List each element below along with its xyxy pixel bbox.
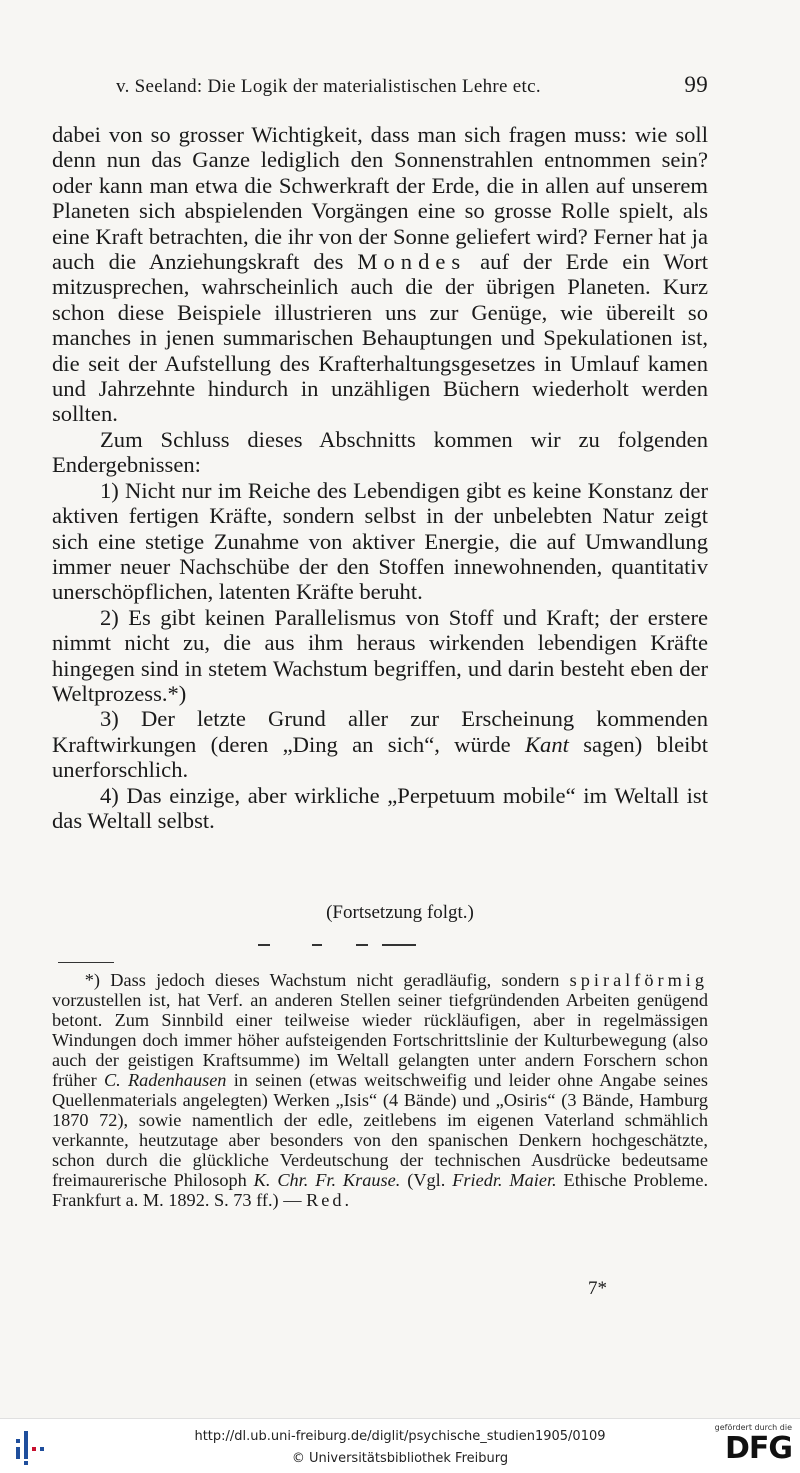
- paragraph-5: [52, 706, 708, 782]
- footnote-marker: *): [84, 970, 100, 990]
- running-title: v. Seeland: Die Logik der materialistischen Lehre etc.: [116, 76, 541, 97]
- viewer-footer: [0, 1418, 800, 1473]
- continuation-note: (Fortsetzung folgt.): [326, 902, 474, 923]
- signature-mark: 7*: [588, 1278, 607, 1299]
- p1-tail: auf der Erde ein Wort mitzusprechen, wahrscheinlich auch die der übrigen Planeten. Kurz schon diese Beispiele illustrieren uns zur Genüge, wie übereilt so manches in jenen summarischen Behauptungen und Spekulationen ist, die seit der Aufstellung des Krafterhaltungsgesetzes in Umlauf kamen und Jahrzehnte hindurch in unzähligen Büchern wiederholt werden sollten.: [52, 249, 709, 427]
- paragraph-6: 4) Das einzige, aber wirkliche „Perpetuum mobile“ im Weltall ist das Weltall selbst.: [52, 782, 708, 833]
- footnote-text-1: Dass jedoch dieses Wachstum nicht geradläufig, sondern: [110, 970, 560, 990]
- footnote-text-4: (Vgl.: [407, 1170, 446, 1190]
- paragraph-1: [52, 122, 708, 427]
- p5-text-a: 3) Der letzte Grund aller zur Erscheinung kommenden Kraftwirkungen (deren „Ding an sich“, würde: [52, 706, 708, 757]
- body-text: [52, 122, 708, 833]
- dfg-logo: [708, 1423, 792, 1471]
- section-divider: [356, 944, 368, 946]
- section-divider: [258, 944, 270, 946]
- page-number: 99: [684, 72, 708, 97]
- footnote-text-5: Ethische Probleme. Frankfurt a. M. 1892. S. 73 ff.) —: [52, 1170, 709, 1210]
- footnote-name-radenhausen: C. Radenhausen: [103, 1070, 227, 1090]
- running-head: [116, 72, 708, 98]
- footnote-text-3: in seinen (etwas weitschweifig und leider ohne Angabe seines Quellenmaterials angelegten) Werken „Isis“ (4 Bände) und „Osiris“ (3 Bände, Hamburg 1870 72), sowie namentlich der edle, zeitlebens im eigenen Vaterland schmählich verkannte, heutzutage aber besonders von den spanischen Denkern hochgeschätzte, schon durch die glückliche Verdeutschung der technischen Ausdrücke bedeutsame freimaurerische Philosoph: [52, 1070, 709, 1190]
- p1-spaced-word: Mondes: [357, 249, 467, 275]
- section-divider: [382, 944, 416, 946]
- footnote-name-maier: Friedr. Maier.: [452, 1170, 557, 1190]
- ub-freiburg-logo-icon: [8, 1427, 52, 1467]
- p5-kant: Kant: [524, 731, 569, 757]
- dfg-logo-mark: DFG: [724, 1431, 792, 1466]
- paragraph-4: 2) Es gibt keinen Parallelismus von Stoff und Kraft; der erstere nimmt nicht zu, die aus ihm heraus wirkenden lebendigen Kräfte hingegen sind in stetem Wachstum begriffen, und darin besteht eben der Weltprozess.*): [52, 604, 708, 706]
- footnote-name-krause: K. Chr. Fr. Krause.: [253, 1170, 401, 1190]
- footnote-red: Red.: [306, 1190, 353, 1210]
- p5-text-b: sagen) bleibt unerforschlich.: [52, 731, 709, 783]
- copyright: © Universitätsbibliothek Freiburg: [291, 1451, 509, 1466]
- footnote-text-2: vorzustellen ist, hat Verf. an anderen Stellen seiner tiefgründenden Arbeiten genügend betont. Zum Sinnbild einer teilweise wieder rückläufigen, aber in regelmässigen Windungen doch immer höher aufsteigenden Fortschrittslinie der Kulturbewegung (also auch der geistigen Kraftsumme) im Weltall gelangten unter andern Forschern schon früher: [52, 990, 708, 1090]
- footnote: [52, 970, 708, 1210]
- paragraph-3: 1) Nicht nur im Reiche des Lebendigen gibt es keine Konstanz der aktiven fertigen Kräfte, sondern selbst in der unbelebten Natur zeigt sich eine stetige Zunahme von aktiver Energie, die auf Umwandlung immer neuer Nachschübe der den Stoffen innewohnenden, quantitativ unerschöpflichen, latenten Kräfte beruht.: [52, 477, 708, 605]
- paragraph-2: Zum Schluss dieses Abschnitts kommen wir zu folgenden Endergebnissen:: [52, 426, 708, 478]
- section-divider: [312, 944, 322, 946]
- p1-text: dabei von so grosser Wichtigkeit, dass man sich fragen muss: wie soll denn nun das Ganze lediglich den Sonnenstrahlen entnommen sein? oder kann man etwa die Schwerkraft der Erde, die in allen auf unserem Planeten sich abspielenden Vorgängen eine so grosse Rolle spielt, als eine Kraft betrachten, die ihr von der Sonne geliefert wird? Ferner hat ja auch die Anziehungskraft des: [52, 122, 708, 275]
- dfg-tagline: gefördert durch die: [714, 1423, 792, 1432]
- footnote-rule: [58, 962, 114, 963]
- footnote-spaced-word: spiralförmig: [569, 970, 709, 990]
- permalink[interactable]: http://dl.ub.uni-freiburg.de/diglit/psychische_studien1905/0109: [194, 1429, 606, 1444]
